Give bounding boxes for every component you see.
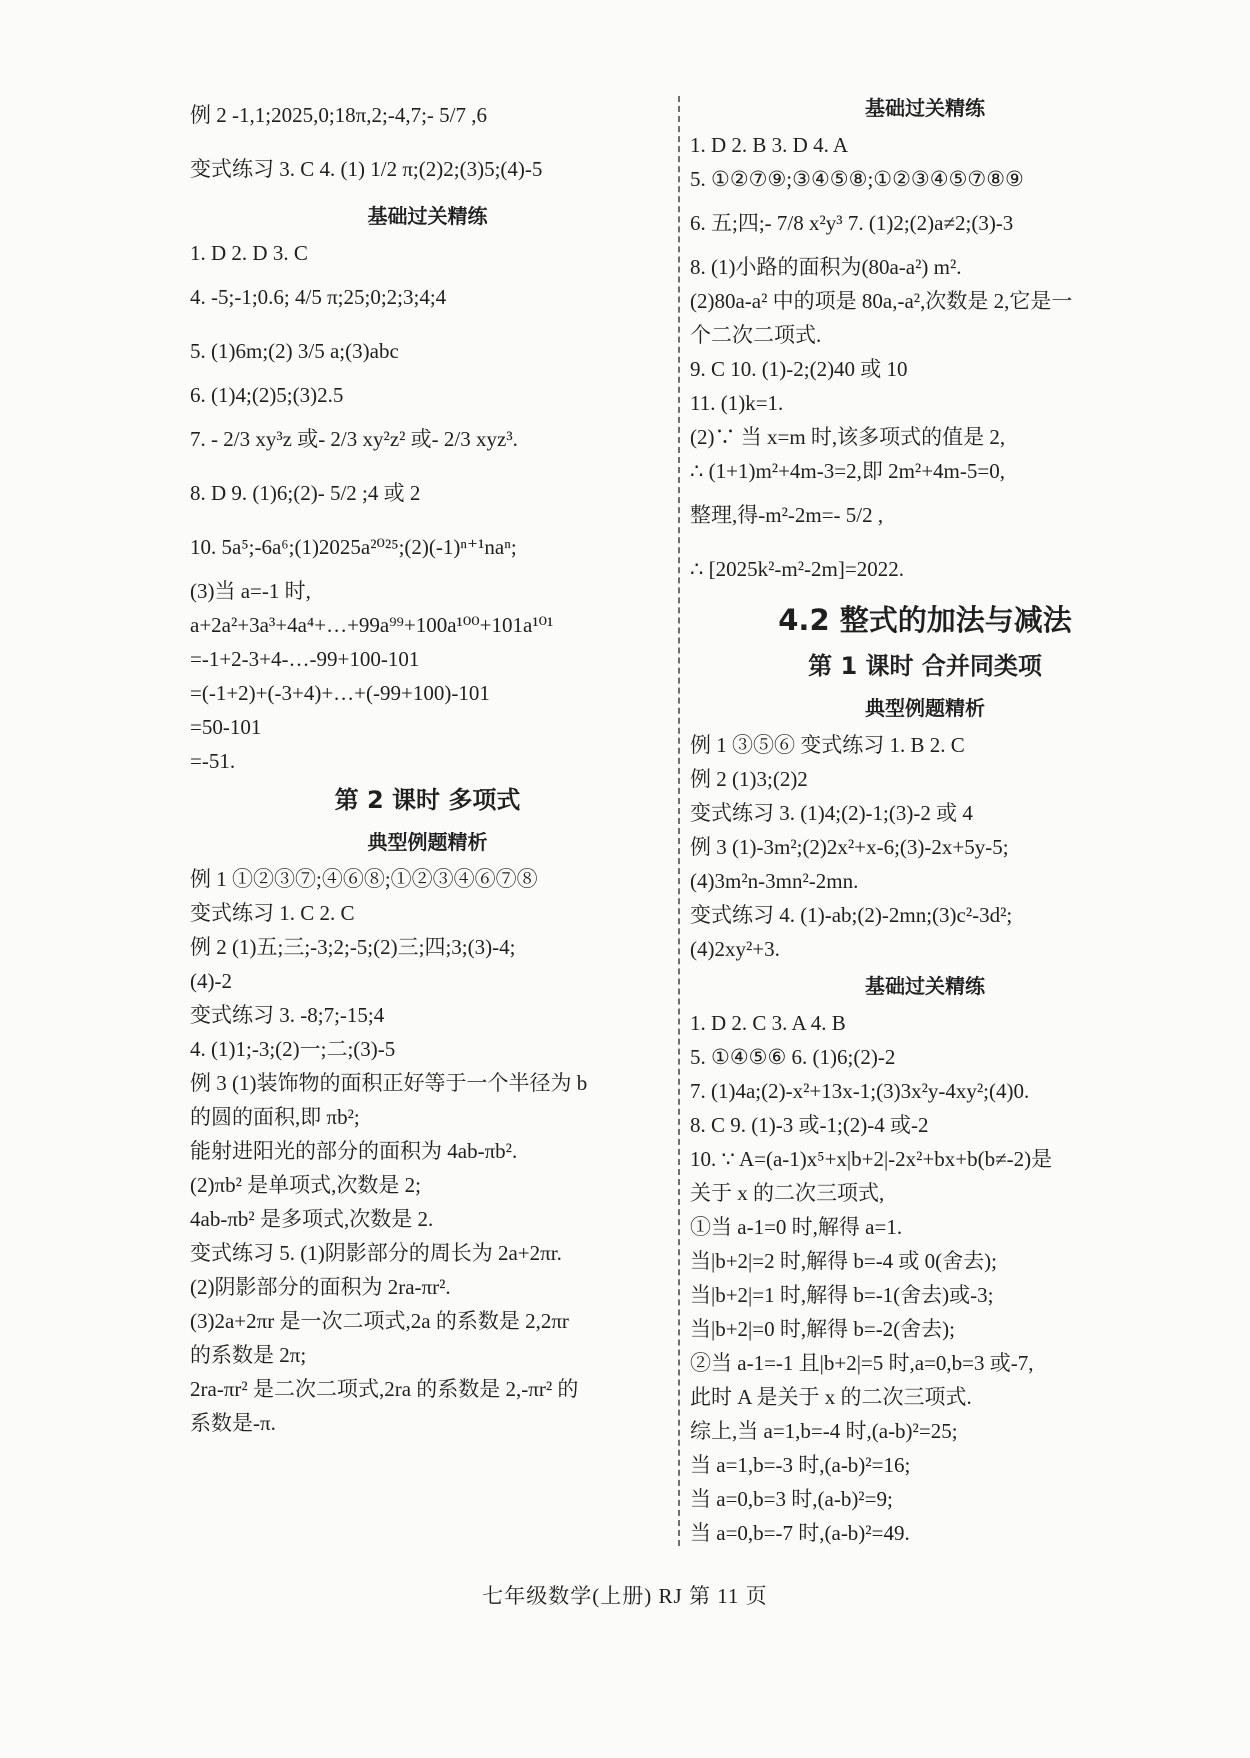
text-line: (4)2xy²+3. xyxy=(690,937,780,961)
text-line: =-1+2-3+4-…-99+100-101 xyxy=(190,647,420,671)
text-line: ∴ [2025k²-m²-2m]=2022. xyxy=(690,557,904,581)
text-line: 1. D 2. C 3. A 4. B xyxy=(690,1011,846,1035)
text-line: 10. ∵ A=(a-1)x⁵+x|b+2|-2x²+bx+b(b≠-2)是 xyxy=(690,1147,1053,1171)
text-line: 例 2 (1)3;(2)2 xyxy=(690,767,808,791)
text-line: 关于 x 的二次三项式, xyxy=(690,1181,885,1205)
text-line: 1. D 2. D 3. C xyxy=(190,241,308,265)
text-line: 4. (1)1;-3;(2)一;二;(3)-5 xyxy=(190,1037,396,1061)
text-line: 变式练习 3. C 4. (1) 1/2 π;(2)2;(3)5;(4)-5 xyxy=(190,157,543,181)
section-title: 基础过关精练 xyxy=(865,974,985,998)
text-line: 变式练习 3. (1)4;(2)-1;(3)-2 或 4 xyxy=(690,801,973,825)
text-line: (3)2a+2πr 是一次二项式,2a 的系数是 2,2πr xyxy=(190,1309,569,1333)
text-line: 11. (1)k=1. xyxy=(690,391,784,415)
text-line: (4)-2 xyxy=(190,969,232,993)
text-line: 变式练习 1. C 2. C xyxy=(190,901,355,925)
text-line: ∴ (1+1)m²+4m-3=2,即 2m²+4m-5=0, xyxy=(690,459,1005,483)
text-line: 能射进阳光的部分的面积为 4ab-πb². xyxy=(190,1139,518,1163)
chapter-title: 4.2 整式的加法与减法 xyxy=(778,603,1072,637)
text-line: 例 1 ③⑤⑥ 变式练习 1. B 2. C xyxy=(690,733,965,757)
left-column xyxy=(190,88,665,1440)
text-line: =50-101 xyxy=(190,715,262,739)
text-line: 变式练习 5. (1)阴影部分的周长为 2a+2πr. xyxy=(190,1241,562,1265)
section-title: 典型例题精析 xyxy=(865,696,985,720)
text-line: 4ab-πb² 是多项式,次数是 2. xyxy=(190,1207,434,1231)
text-line: 例 2 (1)五;三;-3;2;-5;(2)三;四;3;(3)-4; xyxy=(190,935,516,959)
text-line: (2)∵ 当 x=m 时,该多项式的值是 2, xyxy=(690,425,1006,449)
text-line: a+2a²+3a³+4a⁴+…+99a⁹⁹+100a¹⁰⁰+101a¹⁰¹ xyxy=(190,613,554,637)
text-line: 7. (1)4a;(2)-x²+13x-1;(3)3x²y-4xy²;(4)0. xyxy=(690,1079,1030,1103)
section-title: 典型例题精析 xyxy=(367,830,488,854)
text-line: 4. -5;-1;0.6; 4/5 π;25;0;2;3;4;4 xyxy=(190,285,447,309)
text-line: 个二次二项式. xyxy=(690,323,822,347)
section-title: 基础过关精练 xyxy=(367,204,488,228)
text-line: 6. (1)4;(2)5;(3)2.5 xyxy=(190,383,344,407)
text-line: 例 1 ①②③⑦;④⑥⑧;①②③④⑥⑦⑧ xyxy=(190,867,538,891)
text-line: 1. D 2. B 3. D 4. A xyxy=(690,133,849,157)
text-line: 综上,当 a=1,b=-4 时,(a-b)²=25; xyxy=(690,1419,958,1443)
text-line: 例 3 (1)装饰物的面积正好等于一个半径为 b xyxy=(190,1071,588,1095)
text-line: 5. ①④⑤⑥ 6. (1)6;(2)-2 xyxy=(690,1045,896,1069)
text-line: 当 a=0,b=-7 时,(a-b)²=49. xyxy=(690,1521,910,1545)
right-column xyxy=(690,88,1160,1550)
text-line: 6. 五;四;- 7/8 x²y³ 7. (1)2;(2)a≠2;(3)-3 xyxy=(690,211,1014,235)
text-line: (2)80a-a² 中的项是 80a,-a²,次数是 2,它是一 xyxy=(690,289,1073,313)
text-line: (2)阴影部分的面积为 2ra-πr². xyxy=(190,1275,451,1299)
text-line: 9. C 10. (1)-2;(2)40 或 10 xyxy=(690,357,908,381)
text-line: 5. (1)6m;(2) 3/5 a;(3)abc xyxy=(190,339,399,363)
text-line: 当|b+2|=1 时,解得 b=-1(舍去)或-3; xyxy=(690,1283,994,1307)
text-line: 例 3 (1)-3m²;(2)2x²+x-6;(3)-2x+5y-5; xyxy=(690,835,1009,859)
lesson-title: 第 2 课时 多项式 xyxy=(334,786,521,814)
text-line: 2ra-πr² 是二次二项式,2ra 的系数是 2,-πr² 的 xyxy=(190,1377,579,1401)
section-title: 基础过关精练 xyxy=(865,96,985,120)
page-footer: 七年级数学(上册) RJ 第 11 页 xyxy=(482,1584,768,1608)
column-divider xyxy=(678,96,680,1546)
text-line: 7. - 2/3 xy³z 或- 2/3 xy²z² 或- 2/3 xyz³. xyxy=(190,427,518,451)
text-line: 整理,得-m²-2m=- 5/2 , xyxy=(690,503,884,527)
text-line: 当 a=0,b=3 时,(a-b)²=9; xyxy=(690,1487,893,1511)
text-line: ①当 a-1=0 时,解得 a=1. xyxy=(690,1215,903,1239)
text-line: 系数是-π. xyxy=(190,1411,276,1435)
text-line: (2)πb² 是单项式,次数是 2; xyxy=(190,1173,421,1197)
text-line: 例 2 -1,1;2025,0;18π,2;-4,7;- 5/7 ,6 xyxy=(190,103,488,127)
text-line: 8. D 9. (1)6;(2)- 5/2 ;4 或 2 xyxy=(190,481,421,505)
text-line: =(-1+2)+(-3+4)+…+(-99+100)-101 xyxy=(190,681,490,705)
text-line: 当|b+2|=0 时,解得 b=-2(舍去); xyxy=(690,1317,956,1341)
text-line: ②当 a-1=-1 且|b+2|=5 时,a=0,b=3 或-7, xyxy=(690,1351,1034,1375)
text-line: 的系数是 2π; xyxy=(190,1343,307,1367)
lesson-title: 第 1 课时 合并同类项 xyxy=(808,652,1042,680)
text-line: 的圆的面积,即 πb²; xyxy=(190,1105,360,1129)
text-line: 此时 A 是关于 x 的二次三项式. xyxy=(690,1385,972,1409)
text-line: 5. ①②⑦⑨;③④⑤⑧;①②③④⑤⑦⑧⑨ xyxy=(690,167,1024,191)
text-line: 8. C 9. (1)-3 或-1;(2)-4 或-2 xyxy=(690,1113,929,1137)
text-line: 10. 5a⁵;-6a⁶;(1)2025a²⁰²⁵;(2)(-1)ⁿ⁺¹naⁿ; xyxy=(190,535,517,559)
text-line: 当 a=1,b=-3 时,(a-b)²=16; xyxy=(690,1453,911,1477)
text-line: =-51. xyxy=(190,749,236,773)
text-line: (4)3m²n-3mn²-2mn. xyxy=(690,869,859,893)
text-line: 8. (1)小路的面积为(80a-a²) m². xyxy=(690,255,962,279)
text-line: 当|b+2|=2 时,解得 b=-4 或 0(舍去); xyxy=(690,1249,998,1273)
text-line: 变式练习 4. (1)-ab;(2)-2mn;(3)c²-3d²; xyxy=(690,903,1013,927)
text-line: (3)当 a=-1 时, xyxy=(190,579,311,603)
text-line: 变式练习 3. -8;7;-15;4 xyxy=(190,1003,385,1027)
